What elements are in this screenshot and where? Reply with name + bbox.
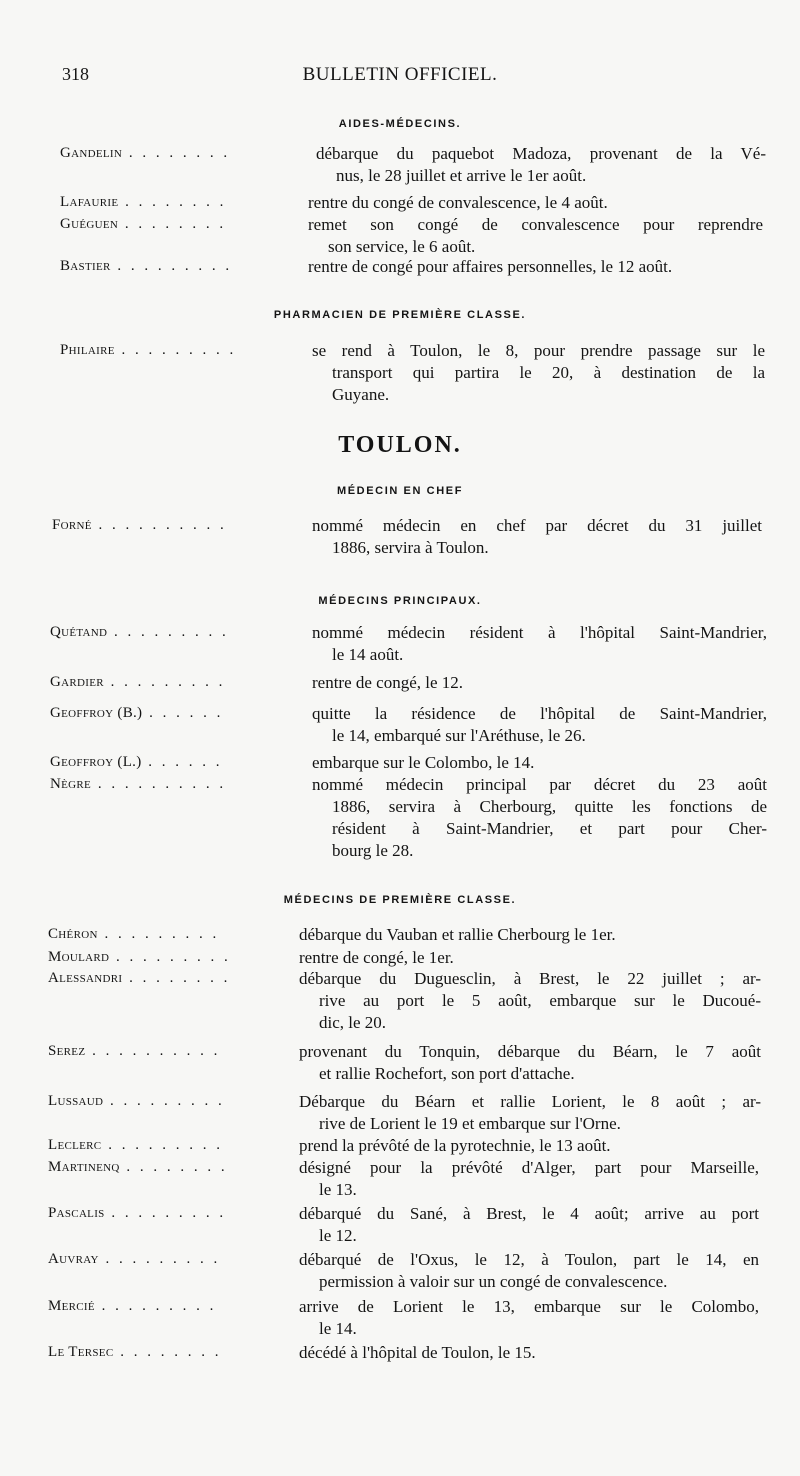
description-line: rentre de congé pour affaires personnelles, le 12 août. bbox=[308, 257, 673, 276]
officer-name bbox=[48, 949, 231, 966]
officer-name bbox=[50, 705, 223, 722]
officer-name bbox=[50, 754, 223, 771]
entry-description bbox=[312, 672, 463, 694]
officer-name bbox=[48, 970, 230, 987]
officer-name bbox=[52, 517, 227, 534]
entry-description bbox=[308, 214, 763, 258]
description-line: débarque du paquebot Madoza, provenant de la Vé- bbox=[316, 144, 766, 163]
officer-name-text: Leclerc bbox=[48, 1137, 102, 1153]
description-line: permission à valoir sur un congé de convalescence. bbox=[319, 1272, 668, 1291]
entry-description bbox=[312, 703, 767, 747]
description-line: désigné pour la prévôté d'Alger, part pour Marseille, bbox=[299, 1158, 759, 1177]
officer-name bbox=[60, 216, 226, 233]
description-line: nommé médecin principal par décret du 23 août bbox=[312, 775, 767, 794]
officer-name-text: Lafaurie bbox=[60, 194, 119, 210]
description-line: remet son congé de convalescence pour reprendre bbox=[308, 215, 763, 234]
entry-description bbox=[299, 1157, 759, 1201]
description-line: prend la prévôté de la pyrotechnie, le 13 août. bbox=[299, 1136, 611, 1155]
description-line: se rend à Toulon, le 8, pour prendre passage sur le bbox=[312, 341, 765, 360]
officer-name bbox=[48, 1205, 226, 1222]
description-line: dic, le 20. bbox=[319, 1013, 387, 1032]
leader-dots: . . . . . . . . . bbox=[101, 1137, 223, 1153]
description-line: Débarque du Béarn et rallie Lorient, le 8 août ; ar- bbox=[299, 1092, 761, 1111]
officer-name bbox=[48, 926, 219, 943]
officer-name bbox=[50, 776, 226, 793]
leader-dots: . . . . . . . . bbox=[118, 216, 227, 232]
officer-name-text: Chéron bbox=[48, 926, 98, 942]
officer-name-text: Gardier bbox=[50, 674, 104, 690]
officer-name-text: Le Tersec bbox=[48, 1344, 114, 1360]
description-line: provenant du Tonquin, débarque du Béarn, le 7 août bbox=[299, 1042, 761, 1061]
description-line: rentre du congé de convalescence, le 4 août. bbox=[308, 193, 608, 212]
description-line: le 13. bbox=[319, 1180, 357, 1199]
leader-dots: . . . . . . . . . bbox=[109, 949, 231, 965]
officer-name-text: Forné bbox=[52, 517, 92, 533]
officer-name-text: Geoffroy (B.) bbox=[50, 705, 143, 721]
description-line: décédé à l'hôpital de Toulon, le 15. bbox=[299, 1343, 536, 1362]
officer-name-text: Auvray bbox=[48, 1251, 99, 1267]
officer-name-text: Guéguen bbox=[60, 216, 119, 232]
entry-description bbox=[299, 968, 761, 1034]
officer-name bbox=[48, 1137, 223, 1154]
leader-dots: . . . . . . . . . bbox=[94, 1298, 217, 1314]
officer-name bbox=[60, 342, 236, 359]
entry-description bbox=[299, 1135, 611, 1157]
leader-dots: . . . . . . . . bbox=[122, 145, 231, 161]
entry-description bbox=[299, 1091, 761, 1135]
description-line: nus, le 28 juillet et arrive le 1er août. bbox=[336, 166, 587, 185]
description-line: bourg le 28. bbox=[332, 841, 414, 860]
leader-dots: . . . . . . . . . . bbox=[85, 1043, 221, 1059]
description-line: nommé médecin résident à l'hôpital Saint-Mandrier, bbox=[312, 623, 767, 642]
description-line: et rallie Rochefort, son port d'attache. bbox=[319, 1064, 575, 1083]
leader-dots: . . . . . . . . . bbox=[114, 342, 237, 358]
leader-dots: . . . . . . . . . bbox=[98, 1251, 221, 1267]
section-heading-aides: AIDES-MÉDECINS. bbox=[338, 118, 462, 130]
officer-name-text: Bastier bbox=[60, 258, 111, 274]
description-line: quitte la résidence de l'hôpital de Saint-Mandrier, bbox=[312, 704, 767, 723]
section-heading-principaux: MÉDECINS PRINCIPAUX. bbox=[318, 595, 482, 607]
officer-name bbox=[48, 1298, 216, 1315]
officer-name bbox=[60, 194, 226, 211]
description-line: débarque du Vauban et rallie Cherbourg le 1er. bbox=[299, 925, 616, 944]
description-line: rentre de congé, le 12. bbox=[312, 673, 464, 692]
leader-dots: . . . . . . . . . bbox=[103, 674, 226, 690]
page-title: BULLETIN OFFICIEL. bbox=[302, 64, 498, 85]
entry-description bbox=[308, 192, 608, 214]
entry-description bbox=[308, 256, 672, 278]
officer-name-text: Lussaud bbox=[48, 1093, 104, 1109]
section-heading-premiere: MÉDECINS DE PREMIÈRE CLASSE. bbox=[283, 894, 517, 906]
leader-dots: . . . . . . . . bbox=[122, 970, 231, 986]
leader-dots: . . . . . . . . bbox=[118, 194, 227, 210]
description-line: débarqué du Sané, à Brest, le 4 août; arrive au port bbox=[299, 1204, 759, 1223]
officer-name bbox=[60, 258, 232, 275]
entry-description bbox=[312, 622, 767, 666]
officer-name-text: Nègre bbox=[50, 776, 92, 792]
page-number: 318 bbox=[62, 64, 89, 84]
description-line: le 14, embarqué sur l'Aréthuse, le 26. bbox=[332, 726, 586, 745]
officer-name-text: Pascalis bbox=[48, 1205, 105, 1221]
city-heading: TOULON. bbox=[338, 432, 462, 458]
officer-name bbox=[48, 1093, 225, 1110]
officer-name-text: Alessandri bbox=[48, 970, 123, 986]
leader-dots: . . . . . . . . . bbox=[103, 1093, 225, 1109]
officer-name bbox=[60, 145, 230, 162]
leader-dots: . . . . . . bbox=[142, 705, 224, 721]
description-line: résident à Saint-Mandrier, et part pour Cher- bbox=[332, 819, 767, 838]
leader-dots: . . . . . . . . . bbox=[107, 624, 229, 640]
description-line: le 14. bbox=[319, 1319, 357, 1338]
officer-name-text: Gandelin bbox=[60, 145, 123, 161]
leader-dots: . . . . . . . . . bbox=[97, 926, 220, 942]
description-line: rive de Lorient le 19 et embarque sur l'Orne. bbox=[319, 1114, 621, 1133]
leader-dots: . . . . . . . . bbox=[113, 1344, 222, 1360]
officer-name bbox=[48, 1043, 220, 1060]
entry-description bbox=[299, 1203, 759, 1247]
description-line: nommé médecin en chef par décret du 31 juillet bbox=[312, 516, 762, 535]
entry-description bbox=[316, 143, 766, 187]
officer-name-text: Martinenq bbox=[48, 1159, 120, 1175]
description-line: Guyane. bbox=[332, 385, 390, 404]
running-header bbox=[0, 64, 800, 88]
description-line: le 14 août. bbox=[332, 645, 404, 664]
officer-name bbox=[48, 1251, 220, 1268]
description-line: rentre de congé, le 1er. bbox=[299, 948, 454, 967]
entry-description bbox=[299, 1041, 761, 1085]
entry-description bbox=[299, 1249, 759, 1293]
entry-description bbox=[312, 774, 767, 862]
section-heading-chef: MÉDECIN EN CHEF bbox=[336, 485, 464, 497]
officer-name-text: Quétand bbox=[50, 624, 108, 640]
officer-name bbox=[50, 674, 225, 691]
description-line: transport qui partira le 20, à destination de la bbox=[332, 363, 765, 382]
leader-dots: . . . . . . . . . bbox=[104, 1205, 227, 1221]
officer-name-text: Philaire bbox=[60, 342, 115, 358]
entry-description bbox=[312, 515, 762, 559]
entry-description bbox=[312, 340, 765, 406]
leader-dots: . . . . . . . . bbox=[119, 1159, 228, 1175]
leader-dots: . . . . . . bbox=[141, 754, 223, 770]
entry-description bbox=[299, 947, 454, 969]
leader-dots: . . . . . . . . . . bbox=[91, 776, 227, 792]
section-heading-pharmacien: PHARMACIEN DE PREMIÈRE CLASSE. bbox=[273, 309, 527, 321]
entry-description bbox=[312, 752, 534, 774]
officer-name-text: Serez bbox=[48, 1043, 86, 1059]
description-line: débarque du Duguesclin, à Brest, le 22 juillet ; ar- bbox=[299, 969, 761, 988]
description-line: 1886, servira à Cherbourg, quitte les fonctions de bbox=[332, 797, 767, 816]
entry-description bbox=[299, 1342, 536, 1364]
description-line: 1886, servira à Toulon. bbox=[332, 538, 489, 557]
officer-name-text: Mercié bbox=[48, 1298, 95, 1314]
leader-dots: . . . . . . . . . . bbox=[91, 517, 227, 533]
entry-description bbox=[299, 924, 616, 946]
description-line: débarqué de l'Oxus, le 12, à Toulon, part le 14, en bbox=[299, 1250, 759, 1269]
officer-name bbox=[48, 1344, 221, 1361]
description-line: embarque sur le Colombo, le 14. bbox=[312, 753, 535, 772]
officer-name-text: Geoffroy (L.) bbox=[50, 754, 142, 770]
entry-description bbox=[299, 1296, 759, 1340]
description-line: le 12. bbox=[319, 1226, 357, 1245]
leader-dots: . . . . . . . . . bbox=[110, 258, 233, 274]
description-line: rive au port le 5 août, embarque sur le Ducoué- bbox=[319, 991, 761, 1010]
officer-name bbox=[48, 1159, 228, 1176]
description-line: son service, le 6 août. bbox=[328, 237, 476, 256]
officer-name bbox=[50, 624, 229, 641]
description-line: arrive de Lorient le 13, embarque sur le Colombo, bbox=[299, 1297, 759, 1316]
officer-name-text: Moulard bbox=[48, 949, 110, 965]
